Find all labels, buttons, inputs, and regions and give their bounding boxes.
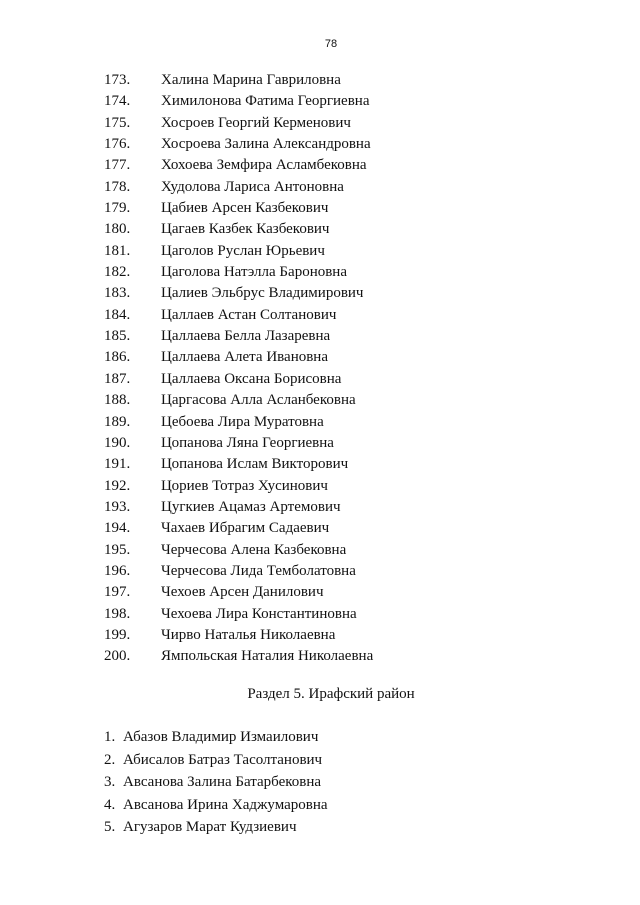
person-name: Черчесова Лида Темболатовна [161,562,356,579]
person-name: Цопанова Ляна Георгиевна [161,434,334,451]
person-name: Цалиев Эльбрус Владимирович [161,285,364,302]
list-item [0,625,640,646]
item-number: 181. [104,242,131,259]
item-number: 2. [104,751,116,768]
list-item [0,646,640,667]
item-number: 182. [104,264,131,281]
list-item [0,561,640,582]
person-name: Авсанова Ирина Хаджумаровна [123,796,328,813]
list-item [0,518,640,539]
list-item [0,369,640,390]
list-item [0,219,640,240]
item-number: 193. [104,498,131,515]
list-item [0,582,640,603]
list-item [0,454,640,475]
item-number: 183. [104,285,131,302]
item-number: 189. [104,413,131,430]
item-number: 194. [104,520,131,537]
person-name: Цаллаев Астан Солтанович [161,306,337,323]
list-item [0,604,640,625]
person-name: Цаголов Руслан Юрьевич [161,242,325,259]
page-number: 78 [324,38,338,50]
person-name: Химилонова Фатима Георгиевна [161,93,370,110]
name-list-continued [0,70,640,668]
person-name: Чахаев Ибрагим Садаевич [161,520,330,537]
list-item [0,198,640,219]
item-number: 192. [104,477,131,494]
list-item [0,347,640,368]
item-number: 188. [104,392,131,409]
item-number: 4. [104,796,116,813]
list-item [0,305,640,326]
person-name: Цугкиев Ацамаз Артемович [161,498,341,515]
person-name: Царгасова Алла Асланбековна [161,392,356,409]
item-number: 179. [104,200,131,217]
person-name: Хосроев Георгий Керменович [161,114,351,131]
item-number: 3. [104,774,116,790]
list-item [0,540,640,561]
person-name: Цориев Тотраз Хусинович [161,477,328,494]
list-item [0,750,640,773]
list-item [0,817,640,840]
item-number: 1. [104,729,116,745]
item-number: 191. [104,456,131,473]
person-name: Абазов Владимир Измаилович [123,729,319,745]
person-name: Цебоева Лира Муратовна [161,413,324,430]
section-heading: Раздел 5. Ирафский район [247,686,415,702]
list-item [0,476,640,497]
list-item [0,283,640,304]
list-item [0,795,640,818]
list-item [0,70,640,91]
item-number: 173. [104,72,131,88]
person-name: Цопанова Ислам Викторович [161,456,349,473]
item-number: 198. [104,605,131,622]
list-item [0,772,640,795]
person-name: Цаллаева Белла Лазаревна [161,328,331,345]
person-name: Ямпольская Наталия Николаевна [161,648,374,665]
person-name: Абисалов Батраз Тасолтанович [123,751,323,768]
person-name: Халина Марина Гавриловна [161,72,341,88]
item-number: 174. [104,93,131,110]
person-name: Чехоев Арсен Данилович [161,584,324,601]
person-name: Цабиев Арсен Казбекович [161,200,329,217]
item-number: 177. [104,157,131,174]
item-number: 184. [104,306,131,323]
item-number: 195. [104,541,131,558]
item-number: 196. [104,562,131,579]
name-list-section [0,727,640,840]
item-number: 187. [104,370,131,387]
list-item [0,326,640,347]
list-item [0,177,640,198]
list-item [0,91,640,112]
item-number: 185. [104,328,131,345]
person-name: Хосроева Залина Александровна [161,136,371,153]
list-item [0,433,640,454]
person-name: Цаллаева Алета Ивановна [161,349,328,366]
item-number: 190. [104,434,131,451]
item-number: 5. [104,819,116,835]
list-item [0,155,640,176]
list-item [0,262,640,283]
person-name: Цагаев Казбек Казбекович [161,221,330,238]
person-name: Цаллаева Оксана Борисовна [161,370,342,387]
list-item [0,113,640,134]
item-number: 186. [104,349,131,366]
list-item [0,497,640,518]
item-number: 197. [104,584,131,601]
list-item [0,727,640,750]
item-number: 199. [104,626,131,643]
item-number: 180. [104,221,131,238]
person-name: Чехоева Лира Константиновна [161,605,357,622]
item-number: 178. [104,178,131,195]
person-name: Хохоева Земфира Асламбековна [161,157,367,174]
person-name: Чирво Наталья Николаевна [161,626,336,643]
person-name: Худолова Лариса Антоновна [161,178,344,195]
person-name: Цаголова Натэлла Бароновна [161,264,347,281]
list-item [0,412,640,433]
list-item [0,134,640,155]
item-number: 175. [104,114,131,131]
item-number: 176. [104,136,131,153]
person-name: Авсанова Залина Батарбековна [123,774,322,790]
person-name: Черчесова Алена Казбековна [161,541,347,558]
list-item [0,390,640,411]
person-name: Агузаров Марат Кудзиевич [123,819,297,835]
item-number: 200. [104,648,131,665]
list-item [0,241,640,262]
